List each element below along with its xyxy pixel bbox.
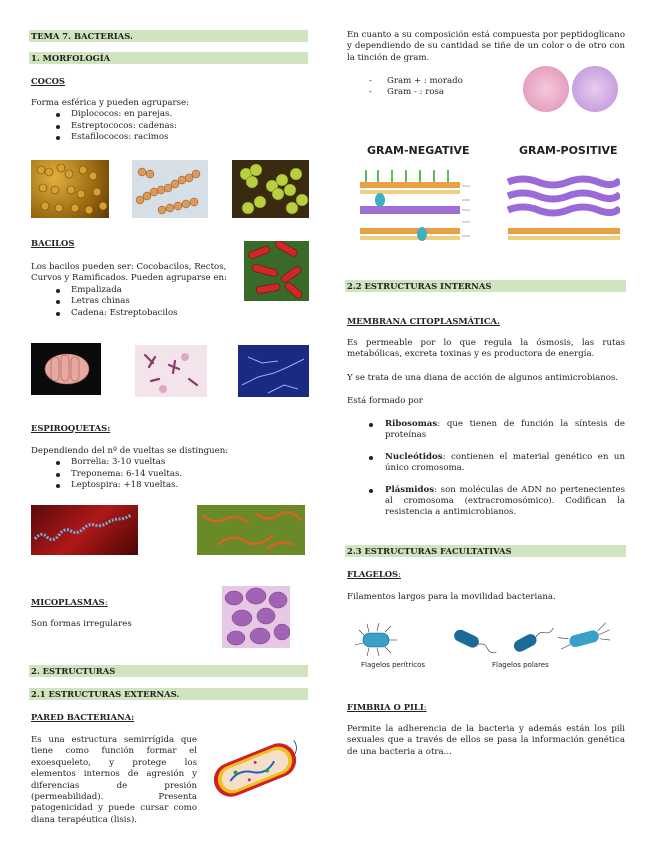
- cocos-intro: Forma esférica y pueden agruparse:: [31, 98, 190, 108]
- flagelos-title: FLAGELOS: [347, 569, 399, 579]
- section-estructuras-facultativas: 2.3 ESTRUCTURAS FACULTATIVAS: [345, 545, 626, 557]
- membrana-p2: Y se trata de una diana de acción de algunos antimicrobianos.: [347, 373, 619, 383]
- gram-wall-image: [358, 166, 620, 250]
- micoplasmas-title: MICOPLASMAS: [31, 597, 105, 607]
- ribosomas-term: Ribosomas: [385, 419, 438, 429]
- bacilos-image: [244, 241, 309, 301]
- fimbria-colon: :: [423, 702, 427, 712]
- cocos-heading: COCOS: [31, 76, 65, 86]
- micoplasmas-text: Son formas irregulares: [31, 619, 132, 629]
- gram-positive-label: GRAM-POSITIVE: [519, 144, 618, 157]
- cocos-block: [31, 98, 301, 144]
- section-estructuras-externas: 2.1 ESTRUCTURAS EXTERNAS.: [29, 688, 308, 700]
- list-item: [385, 485, 625, 519]
- section-estructuras-internas: 2.2 ESTRUCTURAS INTERNAS: [345, 280, 626, 292]
- membrana-list: [347, 419, 625, 519]
- gram-stain-plate-negative: [523, 66, 569, 112]
- fimbria-heading: [347, 702, 427, 712]
- estreptobacilos-image: [238, 345, 309, 397]
- ribosomas-text: : que tienen de función la síntesis de proteínas: [385, 419, 625, 441]
- section-estructuras: 2. ESTRUCTURAS: [29, 665, 308, 677]
- fimbria-text: Permite la adherencia de la bacteria y además están los pili sexuales que a través de ellos se pasa la información genética de una bacteria a otra...: [347, 724, 625, 757]
- borrelia-image: [31, 505, 138, 555]
- bacilos-block: [31, 262, 239, 319]
- bacterial-cell-diagram: [206, 735, 304, 805]
- list-item: - Gram + : morado: [387, 76, 507, 87]
- espiroquetas-heading: ESPIROQUETAS:: [31, 423, 111, 433]
- gram-list: [347, 76, 507, 99]
- plasmidos-term: Plásmidos: [385, 484, 435, 495]
- leptospira-image: [197, 505, 305, 555]
- list-item: Estafilococos: racimos: [71, 132, 301, 143]
- flagelos-image: [355, 620, 623, 660]
- estreptobacilos-photo: [238, 345, 309, 397]
- pared-heading: PARED BACTERIANA:: [31, 712, 135, 722]
- list-item: Treponema: 6-14 vueltas.: [71, 469, 301, 480]
- list-item: Empalizada: [71, 285, 239, 296]
- flagelos-heading: [347, 569, 401, 579]
- micoplasmas-image: [222, 586, 290, 648]
- list-item: - Gram - : rosa: [387, 87, 507, 98]
- letras-chinas-image: [135, 345, 207, 397]
- membrana-p1: Es permeable por lo que regula la ósmosis, las rutas metabólicas, excreta toxinas y es productora de energía.: [347, 338, 625, 360]
- pared-text: Es una estructura semirrígida que tiene como función formar el exoesqueleto, y protege los elementos internos de agresión y diferencias de presión (permeabilidad). Presenta patogenicidad y puede cursar como diana terapéutica (lisis).: [31, 735, 197, 825]
- list-item: Diplococos: en parejas.: [71, 109, 301, 120]
- empalizada-image: [31, 343, 101, 395]
- nucleotidos-term: Nucleótidos: [385, 451, 443, 462]
- list-item: Leptospira: +18 vueltas.: [71, 480, 301, 491]
- estafilococos-image: [232, 160, 309, 218]
- cocos-list: [31, 109, 301, 143]
- gram-stain-plate-positive: [572, 66, 618, 112]
- flagelos-peritricos-caption: Flagelos perítricos: [361, 661, 426, 669]
- list-item: [385, 419, 625, 442]
- espiroquetas-list: [31, 457, 301, 491]
- gram-wall-diagram: [358, 166, 620, 250]
- micoplasmas-colon: :: [104, 597, 108, 607]
- list-item: Cadena: Estreptobacilos: [71, 308, 239, 319]
- fimbria-title: FIMBRIA O PILI: [347, 702, 424, 712]
- plasmidos-text: : son moléculas de ADN no pertenecientes al cromosoma (extracromosómico). Codifican la resistencia a antimicrobianos.: [385, 484, 625, 518]
- bacilos-list: [31, 285, 239, 319]
- list-item: Borrelia: 3-10 vueltas: [71, 457, 301, 468]
- letras-chinas-photo: [135, 345, 207, 397]
- leptospira-photo: [197, 505, 305, 555]
- membrana-heading: MEMBRANA CITOPLASMÁTICA.: [347, 316, 500, 326]
- espiroquetas-block: [31, 446, 301, 492]
- empalizada-photo: [31, 343, 101, 395]
- micoplasmas-heading: [31, 597, 108, 607]
- bacilos-photo: [244, 241, 309, 301]
- bacilos-heading: BACILOS: [31, 238, 75, 248]
- flagelos-text: Filamentos largos para la movilidad bacteriana.: [347, 592, 556, 602]
- diplococos-photo: [31, 160, 109, 218]
- bacterial-cell-image: [206, 735, 304, 805]
- section-morfologia: 1. MORFOLOGÍA: [29, 52, 308, 64]
- estreptococos-photo: [132, 160, 208, 218]
- estafilococos-photo: [232, 160, 309, 218]
- flagelos-diagram: [355, 620, 623, 660]
- nucleotidos-text: : contienen el material genético en un único cromosoma.: [385, 451, 625, 474]
- diplococos-image: [31, 160, 109, 218]
- membrana-components: [347, 419, 625, 529]
- list-item: [385, 452, 625, 475]
- espiroquetas-intro: Dependiendo del nº de vueltas se distinguen:: [31, 446, 229, 456]
- composicion-text: En cuanto a su composición está compuesta por peptidoglicano y dependiendo de su cantidad se tiñe de un color o de otro con la tinción de gram.: [347, 30, 625, 63]
- gram-block: [347, 76, 507, 99]
- flagelos-polares-caption: Flagelos polares: [492, 661, 549, 669]
- list-item: Letras chinas: [71, 296, 239, 307]
- micoplasmas-photo: [222, 586, 290, 648]
- list-item: Estreptococos: cadenas:: [71, 121, 301, 132]
- page-title: TEMA 7. BACTERIAS.: [29, 30, 308, 42]
- gram-negative-label: GRAM-NEGATIVE: [367, 144, 470, 157]
- membrana-p3: Está formado por: [347, 396, 423, 406]
- bacilos-intro: Los bacilos pueden ser: Cocobacilos, Rectos, Curvos y Ramificados. Pueden agruparse en:: [31, 262, 227, 284]
- borrelia-photo: [31, 505, 138, 555]
- estreptococos-image: [132, 160, 208, 218]
- flagelos-colon: :: [398, 569, 401, 579]
